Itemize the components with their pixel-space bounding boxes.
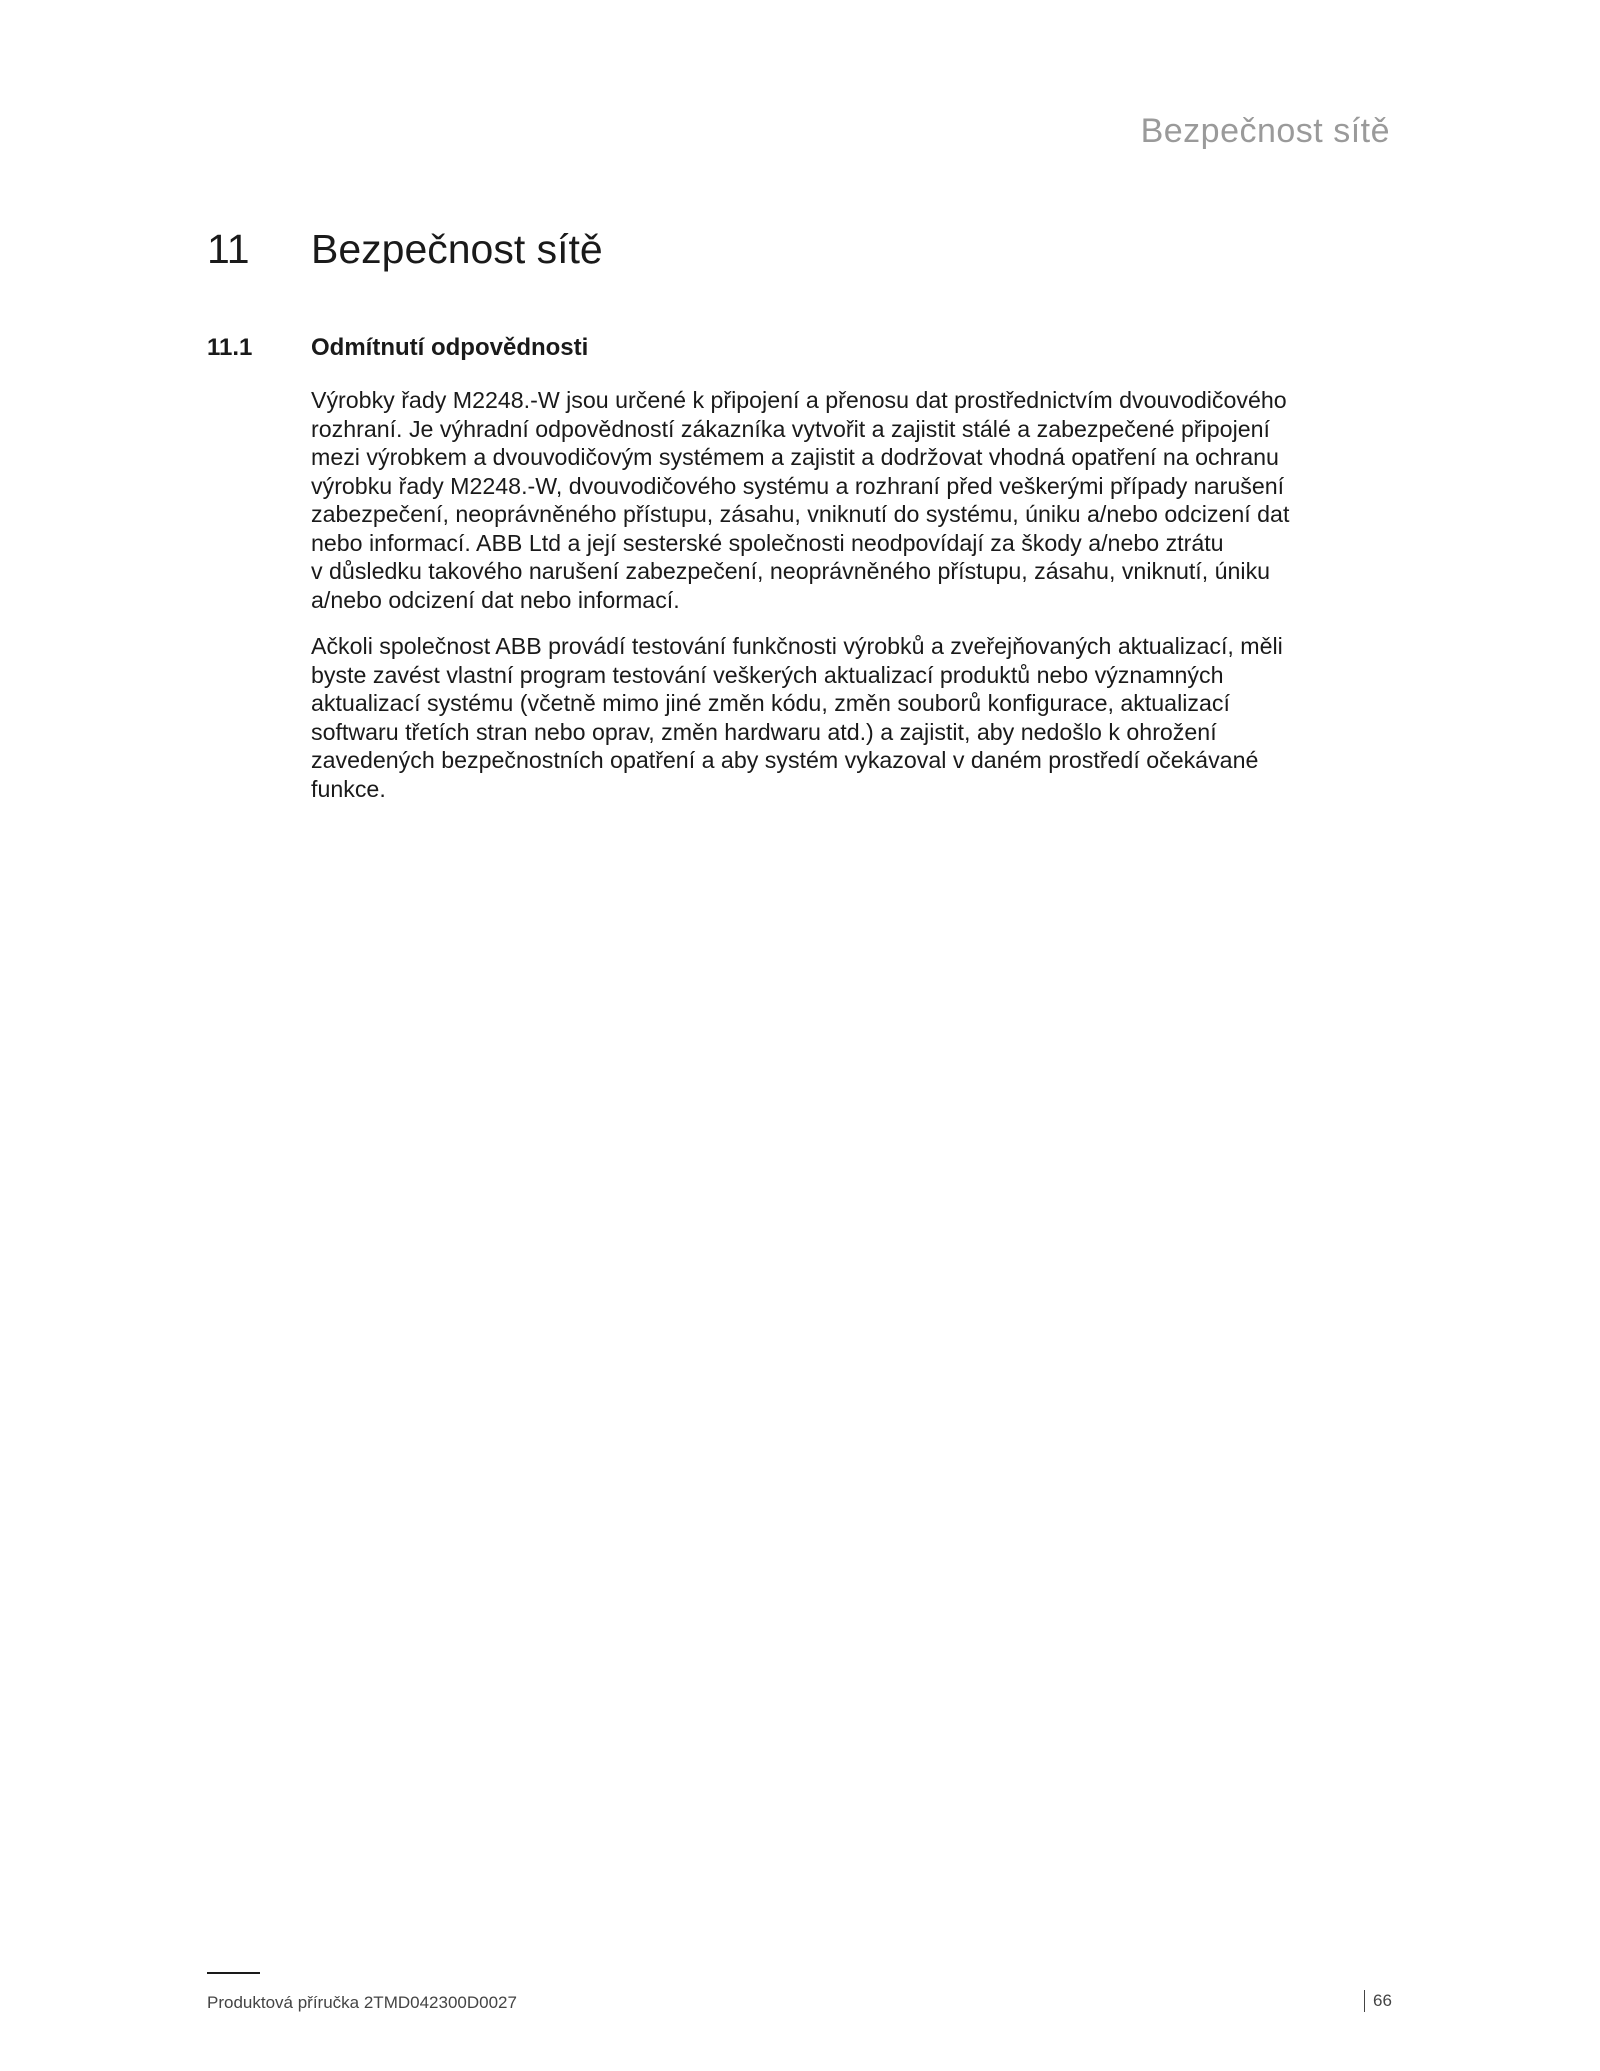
- body-text: [311, 386, 1361, 821]
- text-line: rozhraní. Je výhradní odpovědností zákazníka vytvořit a zajistit stálé a zabezpečené připojení: [311, 415, 1270, 442]
- footer-document-id: Produktová příručka 2TMD042300D0027: [207, 1993, 517, 2012]
- text-line: byste zavést vlastní program testování veškerých aktualizací produktů nebo významných: [311, 661, 1224, 688]
- text-line: zabezpečení, neoprávněného přístupu, zásahu, vniknutí do systému, úniku a/nebo odcizení dat: [311, 501, 1290, 527]
- text-line: Ačkoli společnost ABB provádí testování funkčnosti výrobků a zveřejňovaných aktualizací, měli: [311, 633, 1283, 659]
- text-line: nebo informací. ABB Ltd a její sesterské společnosti neodpovídají za škody a/nebo ztrátu: [311, 529, 1224, 556]
- text-line: v důsledku takového narušení zabezpečení, neoprávněného přístupu, zásahu, vniknutí, úniku: [311, 558, 1271, 584]
- footer-page: [1364, 1990, 1392, 2012]
- text-line: zavedených bezpečnostních opatření a aby systém vykazoval v daném prostředí očekávané: [311, 747, 1259, 773]
- page-number: 66: [1373, 1991, 1392, 2010]
- footer-rule: [207, 1972, 260, 1974]
- text-line: aktualizací systému (včetně mimo jiné změn kódu, změn souborů konfigurace, aktualizací: [311, 690, 1230, 716]
- text-line: Výrobky řady M2248.-W jsou určené k připojení a přenosu dat prostřednictvím dvouvodičového: [311, 387, 1287, 413]
- text-line: a/nebo odcizení dat nebo informací.: [311, 586, 680, 613]
- chapter-number: 11: [207, 226, 250, 272]
- chapter-heading: [207, 226, 603, 273]
- chapter-title: Bezpečnost sítě: [311, 226, 603, 272]
- text-line: softwaru třetích stran nebo oprav, změn hardwaru atd.) a zajistit, aby nedošlo k ohrožení: [311, 718, 1217, 745]
- text-line: výrobku řady M2248.-W, dvouvodičového systému a rozhraní před veškerými případy narušení: [311, 472, 1285, 499]
- section-heading: [207, 334, 588, 362]
- text-line: funkce.: [311, 775, 386, 802]
- running-header: Bezpečnost sítě: [1140, 112, 1390, 150]
- page-separator: [1364, 1990, 1365, 2012]
- paragraph-disclaimer: [311, 386, 1361, 614]
- text-line: mezi výrobkem a dvouvodičovým systémem a zajistit a dodržovat vhodná opatření na ochranu: [311, 444, 1279, 470]
- section-number: 11.1: [207, 334, 253, 361]
- paragraph-testing: [311, 632, 1361, 803]
- section-title: Odmítnutí odpovědnosti: [311, 334, 589, 361]
